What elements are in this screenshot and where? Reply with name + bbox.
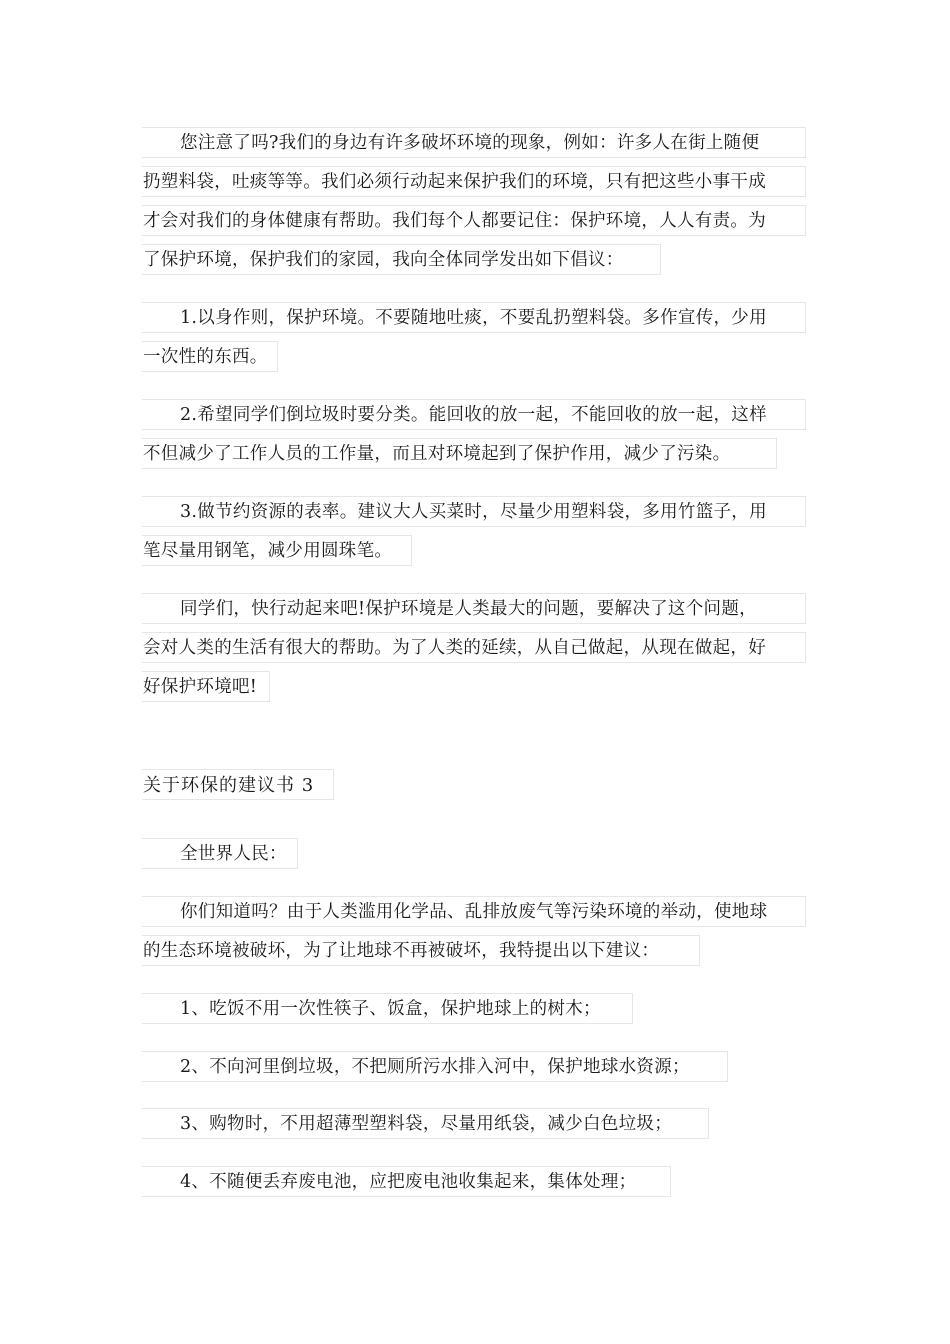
closing-line-3: 好保护环境吧! (142, 671, 270, 702)
intro-line-2: 扔塑料袋，吐痰等等。我们必须行动起来保护我们的环境，只有把这些小事干成 (142, 166, 806, 197)
para-line-1: 你们知道吗？由于人类滥用化学品、乱排放废气等污染环境的举动，使地球 (142, 896, 806, 927)
item1-line-2: 一次性的东西。 (142, 341, 278, 372)
para-line-2: 的生态环境被破坏，为了让地球不再被破坏，我特提出以下建议： (142, 935, 700, 966)
item3-line-2: 笔尽量用钢笔，减少用圆珠笔。 (142, 535, 412, 566)
intro-line-3: 才会对我们的身体健康有帮助。我们每个人都要记住：保护环境，人人有责。为 (142, 205, 806, 236)
suggestion-3: 3、购物时，不用超薄型塑料袋，尽量用纸袋，减少白色垃圾； (142, 1108, 709, 1139)
closing-line-1: 同学们，快行动起来吧!保护环境是人类最大的问题，要解决了这个问题， (142, 593, 806, 624)
item2-line-1: 2.希望同学们倒垃圾时要分类。能回收的放一起，不能回收的放一起，这样 (142, 399, 806, 430)
suggestion-2: 2、不向河里倒垃圾，不把厕所污水排入河中，保护地球水资源； (142, 1051, 728, 1082)
intro-line-1: 您注意了吗?我们的身边有许多破坏环境的现象，例如：许多人在街上随便 (142, 127, 806, 158)
suggestion-4: 4、不随便丢弃废电池，应把废电池收集起来，集体处理； (142, 1166, 671, 1197)
section-title: 关于环保的建议书 3 (142, 769, 334, 800)
item1-line-1: 1.以身作则，保护环境。不要随地吐痰，不要乱扔塑料袋。多作宣传，少用 (142, 302, 806, 333)
closing-line-2: 会对人类的生活有很大的帮助。为了人类的延续，从自己做起，从现在做起，好 (142, 632, 806, 663)
intro-line-4: 了保护环境，保护我们的家园，我向全体同学发出如下倡议： (142, 244, 661, 275)
salutation: 全世界人民： (142, 838, 298, 869)
suggestion-1: 1、吃饭不用一次性筷子、饭盒，保护地球上的树木； (142, 993, 633, 1024)
item3-line-1: 3.做节约资源的表率。建议大人买菜时，尽量少用塑料袋，多用竹篮子，用 (142, 496, 806, 527)
item2-line-2: 不但减少了工作人员的工作量，而且对环境起到了保护作用，减少了污染。 (142, 438, 777, 469)
